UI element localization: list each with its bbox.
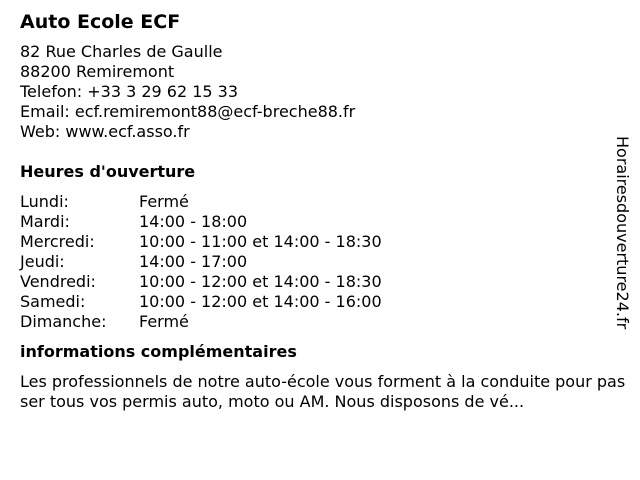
info-heading: informations complémentaires xyxy=(20,342,297,361)
site-watermark: Horairesdouverture24.fr xyxy=(613,136,632,330)
hours-row-thursday xyxy=(20,252,610,272)
hours-row-monday xyxy=(20,192,610,212)
phone-line[interactable]: Telefon: +33 3 29 62 15 33 xyxy=(20,82,239,101)
hours-row-friday xyxy=(20,272,610,292)
time-value: 10:00 - 11:00 et 14:00 - 18:30 xyxy=(139,232,382,251)
contact-block xyxy=(20,42,610,142)
business-name: Auto Ecole ECF xyxy=(20,11,181,33)
hours-table xyxy=(20,192,610,332)
day-label: Mercredi: xyxy=(20,232,95,251)
time-value: 10:00 - 12:00 et 14:00 - 18:30 xyxy=(139,272,382,291)
web-line[interactable]: Web: www.ecf.asso.fr xyxy=(20,122,190,141)
time-value: 14:00 - 17:00 xyxy=(139,252,248,271)
day-label: Jeudi: xyxy=(20,252,65,271)
day-label: Mardi: xyxy=(20,212,70,231)
day-label: Dimanche: xyxy=(20,312,107,331)
hours-row-tuesday xyxy=(20,212,610,232)
email-line[interactable]: Email: ecf.remiremont88@ecf-breche88.fr xyxy=(20,102,356,121)
city-line: 88200 Remiremont xyxy=(20,62,175,81)
day-label: Lundi: xyxy=(20,192,69,211)
hours-row-wednesday xyxy=(20,232,610,252)
time-value: Fermé xyxy=(139,312,189,331)
hours-row-sunday xyxy=(20,312,610,332)
time-value: Fermé xyxy=(139,192,189,211)
hours-heading: Heures d'ouverture xyxy=(20,162,196,181)
time-value: 10:00 - 12:00 et 14:00 - 16:00 xyxy=(139,292,382,311)
street-address: 82 Rue Charles de Gaulle xyxy=(20,42,223,61)
info-description: Les professionnels de notre auto-école vous forment à la conduite pour passer tous vos permis auto, moto ou AM. Nous disposons de vé... xyxy=(20,372,626,411)
time-value: 14:00 - 18:00 xyxy=(139,212,248,231)
day-label: Vendredi: xyxy=(20,272,96,291)
day-label: Samedi: xyxy=(20,292,86,311)
hours-row-saturday xyxy=(20,292,610,312)
